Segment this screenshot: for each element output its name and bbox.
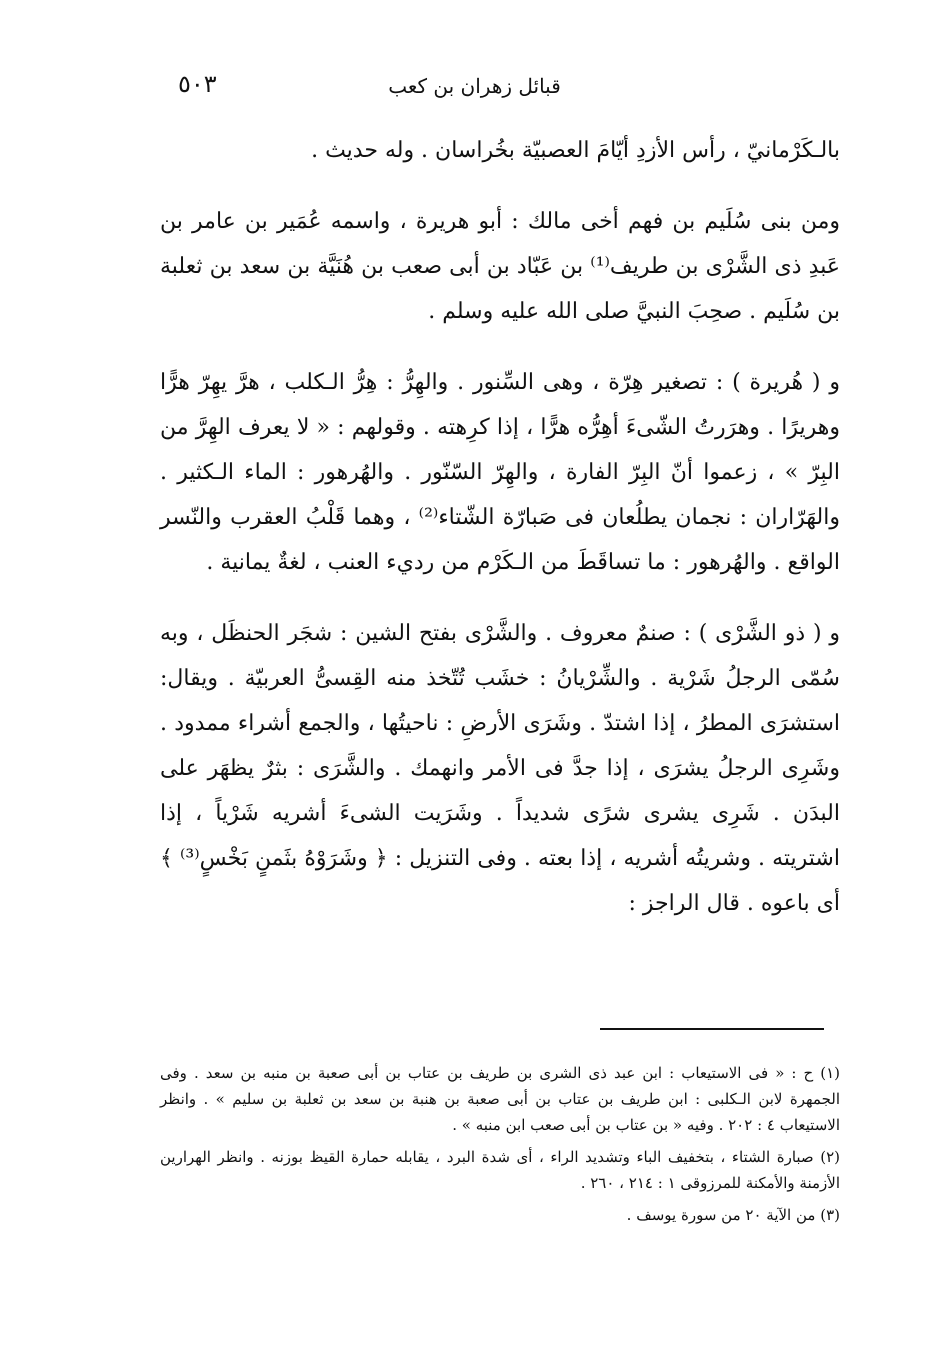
footnote-1: (١) ح : « فى الاستيعاب : ابن عبد ذى الشرى بن طريف بن عتاب بن أبى صعبة بن منبه بن سعد . وفى الجمهرة لابن الـكلبى : ابن طريف بن عتاب بن أبى صعبة بن هنبة بن سعد بن ثعلبة بن سليم » . وانظر الاستيعاب ٤ : ٢٠٢ . وفيه « بن عتاب بن أبى صعب ابن منبه » . [160,1064,840,1134]
footnote-divider [600,1028,824,1030]
paragraph-abu-hurayra: ومن بنى سُلَيم بن فهم أخى مالك : أبو هريرة ، واسمه عُمَير بن عامر بن عَبدِ ذى الشَّرْى بن طريف⁽¹⁾ بن عَبّاد بن أبى صعب بن هُنَيَّة بن سعد بن ثعلبة بن سُلَيم . صحِبَ النبيَّ صلى الله عليه وسلم . [160,209,840,324]
running-title: قبائل زهران بن كعب [388,74,561,98]
footnote-2: (٢) صبارة الشتاء ، بتخفيف الباء وتشديد الراء ، أى شدة البرد ، يقابله حمارة القيظ بوزنه . وانظر الهرارين الأزمنة والأمكنة للمرزوقى ١ : ٢١٤ ، ٢٦٠ . [160,1148,840,1192]
page-number: ٥٠٣ [178,70,217,98]
paragraph-hurayra-definition: و ( هُريرة ) : تصغير هِرّة ، وهى السِّنور . والهِرُّ : هِرُّ الـكلب ، هرَّ يهِرّ هرًّا وهريرًا . وهرَرتُ الشّىءَ أهِرُّه هرًّا ، إذا كرِهته . وقولهم : « لا يعرف الهِرَّ من البِرّ » ، زعموا أنّ البِرّ الفارة ، والهِرّ السّنّور . والهُرهور : الماء الـكثير . والهَرّاران : نجمان يطلُعان فى صَبارّة الشّتاء⁽²⁾ ، وهما قَلْبُ العقرب والنّسر الواقع . والهُرهور : ما تساقَطَ من الـكَرْم من رديء العنب ، لغةٌ يمانية . [160,370,840,575]
main-text [160,128,840,926]
paragraph-continuation: بالـكَرْمانيّ ، رأس الأزدِ أيّامَ العصبيّة بخُراسان . وله حديث . [311,138,840,163]
paragraph-dhu-al-shara-definition: و ( ذو الشَّرْى ) : صنمٌ معروف . والشَّرْى بفتح الشين : شجَر الحنظَل ، وبه سُمّى الرجلُ شَرْية . والشِّرْيانُ : خشَب تُتّخذ منه القِسىُّ العربيّة . ويقال: استشرَى المطرُ ، إذا اشتدّ . وشَرَى الأرضِ : ناحيتُها ، والجمع أشراء ممدود . وشَرِى الرجلُ يشرَى ، إذا جدَّ فى الأمر وانهمك . والشَّرَى : بثرٌ يظهَر على البدَن . شَرِى يشرى شرًى شديداً . وشَرَيت الشىءَ أشريه شَرْياً ، إذا اشتريته . وشريتُه أشريه ، إذا بعته . وفى التنزيل : ﴿ وشَرَوْهُ بثَمنٍ بَخْسٍ⁽³⁾ ﴾ أى باعوه . قال الراجز : [160,621,840,916]
footnotes [160,1060,840,1228]
footnote-3: (٣) من الآية ٢٠ من سورة يوسف . [626,1206,840,1224]
